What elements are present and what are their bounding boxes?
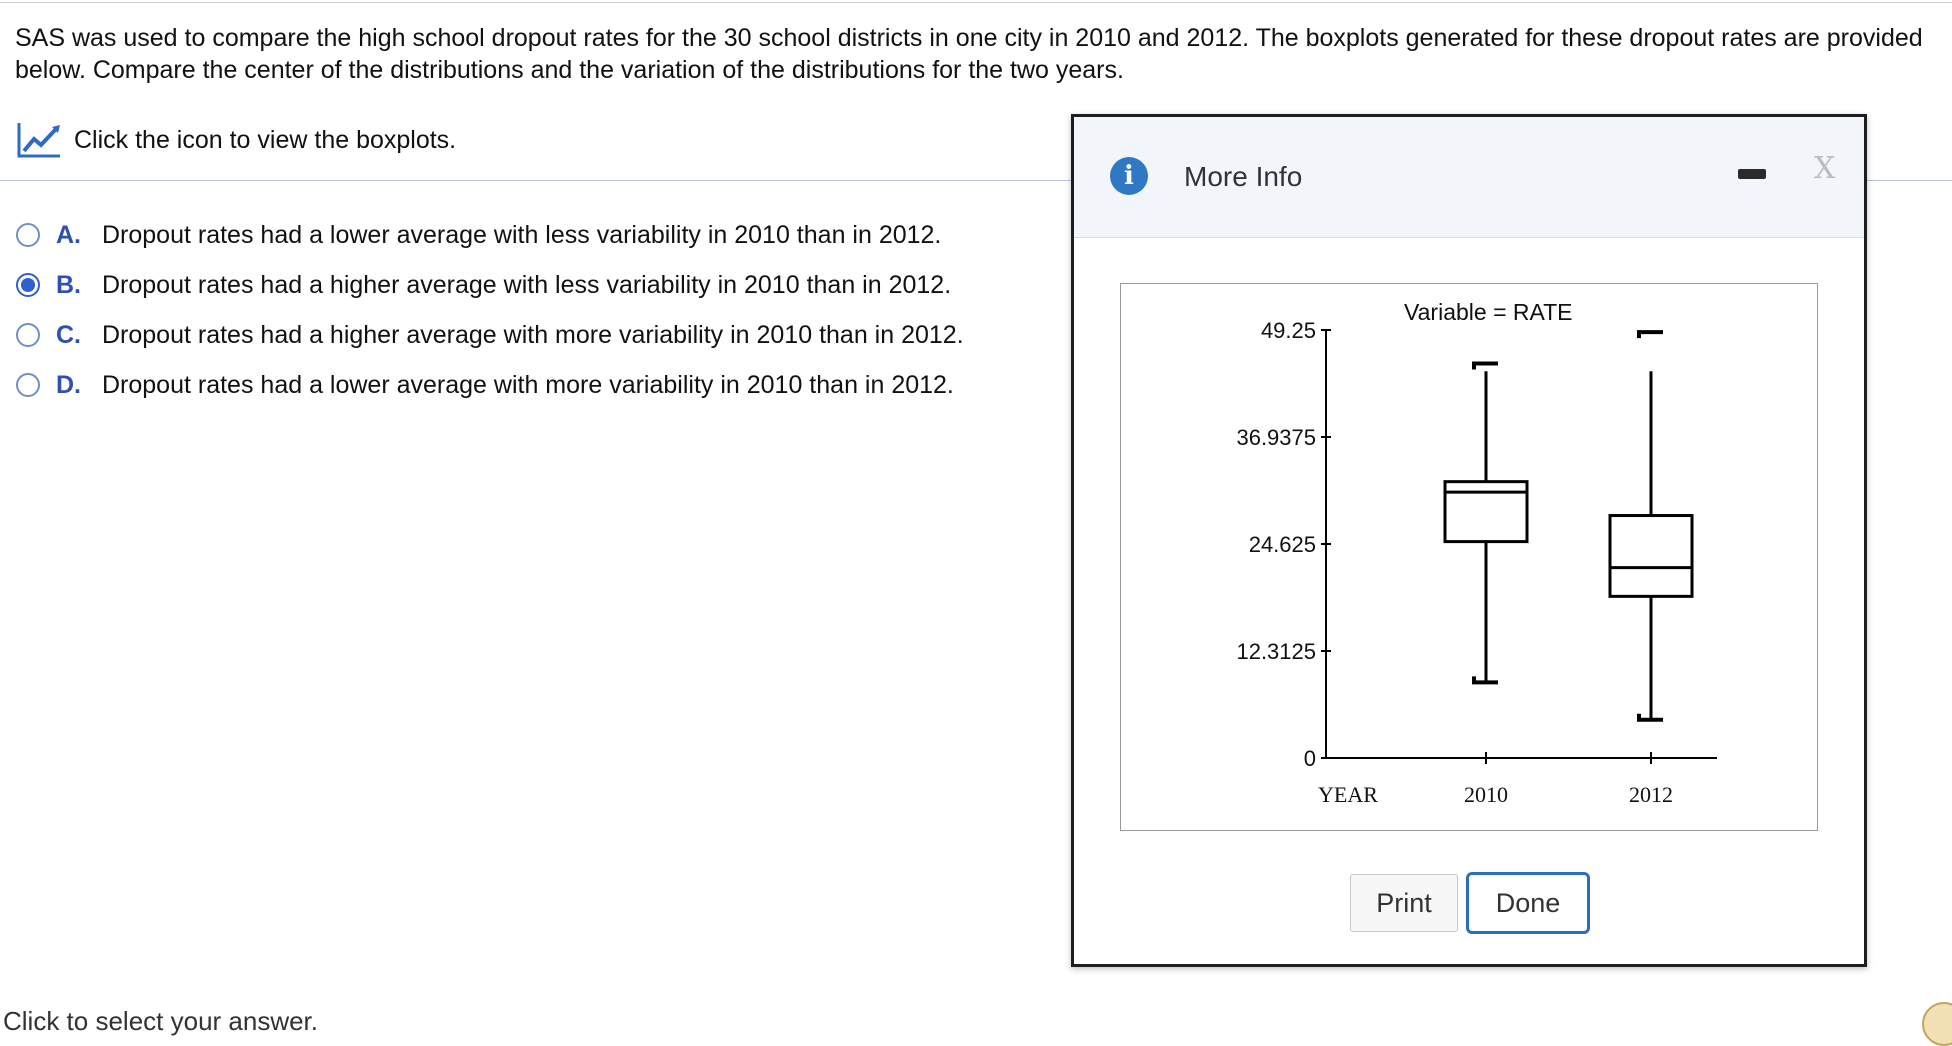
dialog-title: More Info <box>1184 161 1303 192</box>
box-2012 <box>1610 516 1692 597</box>
option-text: Dropout rates had a higher average with more variability in 2010 than in 2012. <box>102 320 964 349</box>
dialog-header <box>1074 117 1864 238</box>
line-chart-icon[interactable] <box>16 121 62 159</box>
y-tick-label: 24.625 <box>1248 532 1316 557</box>
close-icon[interactable]: X <box>1814 151 1836 186</box>
x-tick-label: 2010 <box>1464 782 1508 807</box>
radio-b[interactable] <box>16 273 40 297</box>
info-icon: i <box>1110 157 1148 195</box>
top-divider <box>0 2 1952 3</box>
y-tick-label: 36.9375 <box>1236 425 1316 450</box>
boxplot-svg <box>1121 284 1817 830</box>
option-letter: D. <box>56 370 81 399</box>
x-axis-label: YEAR <box>1318 782 1378 807</box>
option-text: Dropout rates had a lower average with less variability in 2010 than in 2012. <box>102 220 942 249</box>
help-badge-icon[interactable] <box>1922 1002 1952 1046</box>
option-letter: A. <box>56 220 81 249</box>
dialog-buttons <box>1074 874 1864 938</box>
footer-hint: Click to select your answer. <box>3 1006 319 1036</box>
print-button[interactable]: Print <box>1350 874 1458 932</box>
radio-a[interactable] <box>16 223 40 247</box>
view-boxplots-link[interactable] <box>16 120 456 160</box>
option-letter: C. <box>56 320 81 349</box>
option-c[interactable] <box>16 310 964 360</box>
y-tick-label: 49.25 <box>1260 318 1316 343</box>
upper-cap <box>1639 332 1663 338</box>
upper-cap <box>1474 363 1498 369</box>
option-a[interactable] <box>16 210 964 260</box>
option-text: Dropout rates had a higher average with less variability in 2010 than in 2012. <box>102 270 952 299</box>
radio-d[interactable] <box>16 373 40 397</box>
option-d[interactable] <box>16 360 964 410</box>
y-tick-label: 12.3125 <box>1236 639 1316 664</box>
option-letter: B. <box>56 270 81 299</box>
view-boxplots-text[interactable]: Click the icon to view the boxplots. <box>74 125 457 154</box>
option-text: Dropout rates had a lower average with more variability in 2010 than in 2012. <box>102 370 954 399</box>
option-b[interactable] <box>16 260 964 310</box>
chart-title: Variable = RATE <box>1404 299 1573 325</box>
x-tick-label: 2012 <box>1629 782 1673 807</box>
answer-options <box>16 210 964 410</box>
minimize-button[interactable] <box>1738 169 1766 179</box>
more-info-dialog <box>1071 114 1867 967</box>
radio-c[interactable] <box>16 323 40 347</box>
question-text: SAS was used to compare the high school dropout rates for the 30 school districts in one city in 2010 and 2012. The boxplots generated for these dropout rates are provided below. Compare the center of the distributions and the variation of the distributions for the two years. <box>15 24 1923 84</box>
y-tick-label: 0 <box>1303 746 1316 771</box>
done-button[interactable]: Done <box>1466 872 1590 934</box>
boxplot-chart <box>1120 283 1818 831</box>
